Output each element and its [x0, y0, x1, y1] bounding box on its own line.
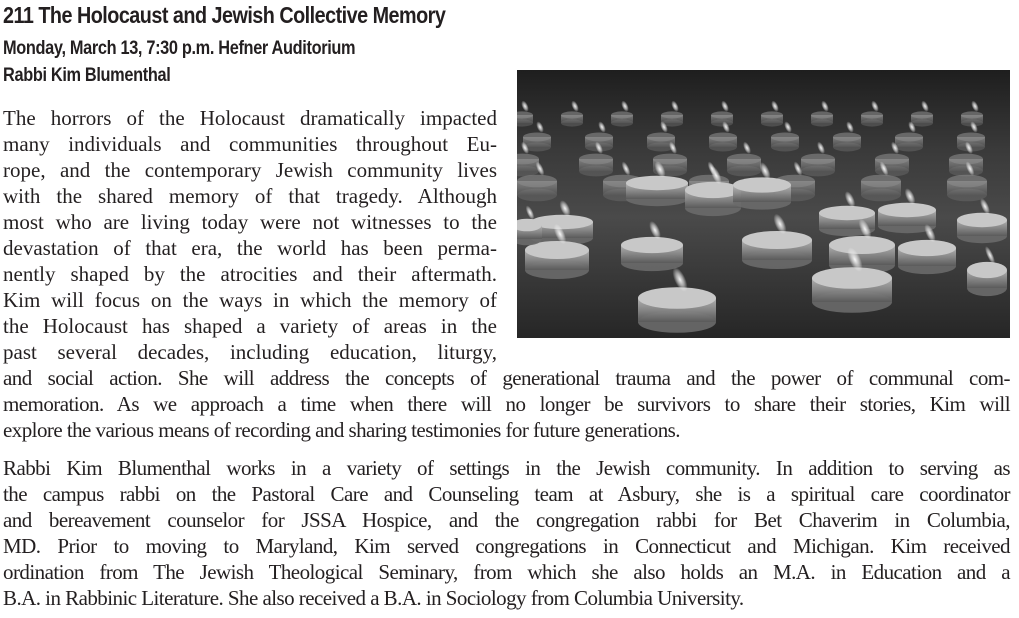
description-line: many individuals and communities throughout Eu-: [3, 132, 497, 156]
description-line: past several decades, including education, liturgy,: [3, 340, 497, 364]
description-line: nently shaped by the atrocities and their aftermath.: [3, 262, 497, 286]
bio-line: B.A. in Rabbinic Literature. She also received a B.A. in Sociology from Columbia University.: [3, 586, 744, 610]
description-line: explore the various means of recording and sharing testimonies for future generations.: [3, 418, 680, 442]
description-line: The horrors of the Holocaust dramatically impacted: [3, 106, 497, 130]
bio-paragraph: [3, 455, 1010, 611]
bio-line: MD. Prior to moving to Maryland, Kim served congregations in Connecticut and Michigan. Kim received: [3, 534, 1010, 558]
description-line: devastation of that era, the world has been perma-: [3, 236, 497, 260]
description-line: rope, and the contemporary Jewish community lives: [3, 158, 497, 182]
bio-line: ordination from The Jewish Theological Seminary, from which she also holds an M.A. in Education and a: [3, 560, 1010, 584]
description-line: most who are living today were not witnesses to the: [3, 210, 497, 234]
bio-line: Rabbi Kim Blumenthal works in a variety of settings in the Jewish community. In addition to serving as: [3, 456, 1010, 480]
description-paragraph: [3, 105, 1010, 443]
event-title: 211 The Holocaust and Jewish Collective Memory: [3, 2, 446, 28]
bio-line: the campus rabbi on the Pastoral Care and Counseling team at Asbury, she is a spiritual care coordinator: [3, 482, 1010, 506]
description-line: memoration. As we approach a time when there will no longer be survivors to share their stories, Kim will: [3, 392, 1010, 416]
description-line: Kim will focus on the ways in which the memory of: [3, 288, 497, 312]
event-description: [3, 105, 1010, 611]
bio-line: and bereavement counselor for JSSA Hospice, and the congregation rabbi for Bet Chaverim in Columbia,: [3, 508, 1010, 532]
event-speaker: Rabbi Kim Blumenthal: [3, 65, 171, 86]
description-line: and social action. She will address the concepts of generational trauma and the power of communal com-: [3, 366, 1010, 390]
description-line: the Holocaust has shaped a variety of areas in the: [3, 314, 497, 338]
description-line: with the shared memory of that tragedy. Although: [3, 184, 497, 208]
event-date-location: Monday, March 13, 7:30 p.m. Hefner Auditorium: [3, 38, 356, 59]
